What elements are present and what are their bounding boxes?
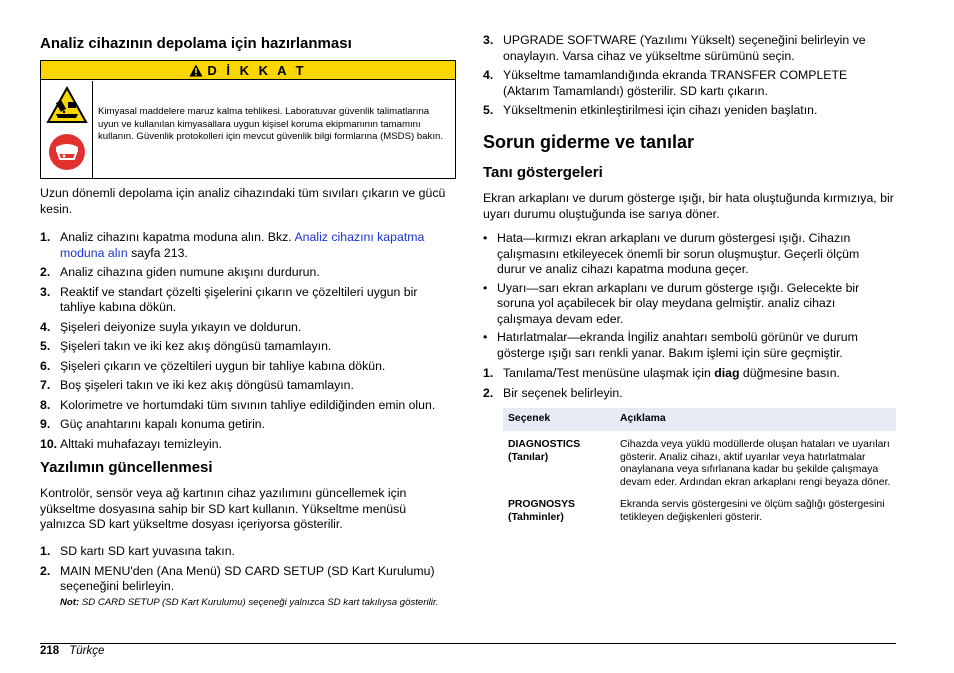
table-cell-description: Ekranda servis göstergesini ve ölçüm sağlığı göstergesini tetikleyen değişkenleri gösterir. [620,499,885,523]
caution-box [40,60,456,179]
caution-icons [41,81,93,179]
list-item [483,68,896,99]
step-text: Kolorimetre ve hortumdaki tüm sıvının tahliye edildiğinden emin olun. [60,397,436,412]
bullet-icon: • [483,231,488,245]
face-protection-icon [47,132,87,177]
table-row [503,494,896,529]
step-text: Yükseltmenin etkinleştirilmesi için cihazı yeniden başlatın. [503,103,818,117]
step-number: 10. [40,436,58,451]
footer-divider [40,643,896,644]
step-text: SD kartı SD kart yuvasına takın. [60,544,235,558]
step-number: 4. [483,68,494,82]
storage-intro: Uzun dönemli depolama için analiz cihazındaki tüm sıvıları çıkarın ve gücü kesin. [40,186,446,216]
button-name: diag [714,366,740,380]
list-item [40,285,456,316]
note [60,597,440,610]
bullet-item [483,231,883,278]
update-intro: Kontrolör, sensör veya ağ kartının cihaz yazılımını güncellemek için yükseltme dosyasına sahip bir SD kart kullanın. Yükseltme menüsü yalnızca SD kart yükseltme dosyası içeriyorsa gösterilir. [40,486,407,531]
chemical-hazard-icon [46,86,88,129]
step-text: Yükseltme tamamlandığında ekranda TRANSFER COMPLETE (Aktarım Tamamlandı) gösterilir. SD kartı çıkarın. [503,68,848,98]
diagnostics-steps [483,366,896,405]
bullet-text: Uyarı—sarı ekran arkaplanı ve durum gösterge ışığı. Gelecekte bir soruna yol açabilecek bir olay meydana gelmiştir. analiz cihazı çalışmaya devam eder. [497,280,860,326]
table-cell-option: PROGNOSYS (Tahminler) [508,499,575,523]
bullet-text: Hata—kırmızı ekran arkaplanı ve durum göstergesi ışığı. Cihazın çalışmasını etkileyecek önemli bir sorun oluşmuştur. Geçerli ölçüm durur ve analiz cihazı kapatma moduna geçer. [497,231,860,276]
note-label: Not: [60,597,80,608]
table-row [503,431,896,494]
list-item [40,437,456,453]
step-number: 3. [40,284,51,299]
diagnostics-intro: Ekran arkaplanı ve durum gösterge ışığı, bir hata oluştuğunda kırmızıya, bir uyarı durumu oluştuğunda ise sarıya döner. [483,191,894,221]
table-header-row [503,408,896,431]
bullet-item [483,281,883,328]
list-item [483,366,896,382]
step-number: 2. [40,265,51,279]
section-heading-diagnostics: Tanı göstergeleri [483,164,603,181]
table-header-description: Açıklama [615,408,896,431]
diagnostics-bullets [483,231,883,364]
list-item [40,320,456,336]
step-number: 5. [40,339,51,353]
step-number: 7. [40,378,51,392]
caution-title: D İ K K A T [207,63,307,78]
step-text: sayfa 213. [127,245,188,260]
step-text: Analiz cihazına giden numune akışını durdurun. [60,265,320,279]
caution-header [41,61,455,80]
page-footer [40,644,104,658]
list-item [40,265,456,281]
step-text: Boş şişeleri takın ve iki kez akış döngüsü tamamlayın. [60,378,354,392]
list-item [483,33,896,64]
list-item [40,564,456,595]
section-heading-troubleshooting: Sorun giderme ve tanılar [483,132,695,152]
list-item [40,359,456,375]
step-text: UPGRADE SOFTWARE (Yazılımı Yükselt) seçeneğini belirleyin ve onaylayın. Varsa cihaz ve yükseltme sürümünü seçin. [503,33,866,63]
cross-reference-link[interactable]: Analiz cihazını kapatma moduna alın [60,230,425,260]
update-steps-continued [483,33,896,123]
bullet-text: Hatırlatmalar—ekranda İngiliz anahtarı sembolü görünür ve durum gösterge ışığı sarı renkli yanar. Bakım işlemi için süre geçmiştir. [497,330,858,360]
list-item [40,544,456,560]
page-number: 218 [40,645,60,657]
table-header-option: Seçenek [503,408,615,431]
step-number: 1. [40,230,51,244]
step-number: 1. [483,366,494,380]
bullet-icon: • [483,280,488,295]
list-item [483,103,896,119]
options-table [503,408,896,530]
step-text: Şişeleri takın ve iki kez akış döngüsü tamamlayın. [60,339,332,353]
list-item [40,378,456,394]
list-item [483,386,896,402]
step-text: Reaktif ve standart çözelti şişelerini çıkarın ve çözeltileri uygun bir tahliye kabına dökün. [60,284,418,314]
list-item [40,398,456,414]
step-text: Güç anahtarını kapalı konuma getirin. [60,417,266,431]
step-number: 2. [483,385,494,400]
table-cell-option: DIAGNOSTICS (Tanılar) [508,439,581,463]
step-number: 8. [40,397,51,412]
step-number: 5. [483,103,494,117]
bullet-item [483,330,883,361]
caution-text: Kimyasal maddelere maruz kalma tehlikesi. Laboratuvar güvenlik talimatlarına uyun ve kullanılan kimyasallara uygun kişisel koruma ekipmanının tamamını kullanın. Güvenlik protokolleri için mevcut güvenlik bilgi formlarına (MSDS) bakın. [98,106,443,143]
step-text: Analiz cihazını kapatma moduna alın. Bkz. [60,230,295,244]
step-number: 3. [483,33,494,47]
step-number: 2. [40,563,51,578]
step-text: Şişeleri çıkarın ve çözeltileri uygun bir tahliye kabına dökün. [60,358,386,373]
bullet-icon: • [483,330,488,344]
step-number: 4. [40,319,51,334]
list-item [40,417,456,433]
step-text: Bir seçenek belirleyin. [503,385,623,400]
section-heading-software-update: Yazılımın güncellenmesi [40,459,213,476]
step-number: 9. [40,417,51,431]
table-cell-description: Cihazda veya yüklü modüllerde oluşan hataları ve uyarıları gösterir. Analiz cihazı, aktif uyarılar veya hatırlatmalar onaylanana veya sıfırlanana kadar bu şekilde çalışmaya devam eder. Ardından ekran arkaplanı rengi beyaza döner. [620,439,891,488]
step-text: düğmesine basın. [739,366,840,380]
warning-triangle-icon [189,63,203,82]
step-text: MAIN MENU'den (Ana Menü) SD CARD SETUP (SD Kart Kurulumu) seçeneğini belirleyin. [60,563,435,593]
list-item [40,339,456,355]
step-text: Alttaki muhafazayı temizleyin. [60,436,222,451]
step-number: 6. [40,358,51,373]
list-item [40,230,456,261]
step-text: Tanılama/Test menüsüne ulaşmak için [503,366,715,380]
footer-language: Türkçe [69,645,105,657]
storage-steps [40,230,456,456]
update-steps [40,544,456,599]
step-number: 1. [40,544,51,558]
note-text: SD CARD SETUP (SD Kart Kurulumu) seçeneği yalnızca SD kart takılıysa gösterilir. [79,597,439,608]
section-heading-storage: Analiz cihazının depolama için hazırlanması [40,35,352,52]
step-text: Şişeleri deiyonize suyla yıkayın ve doldurun. [60,319,302,334]
